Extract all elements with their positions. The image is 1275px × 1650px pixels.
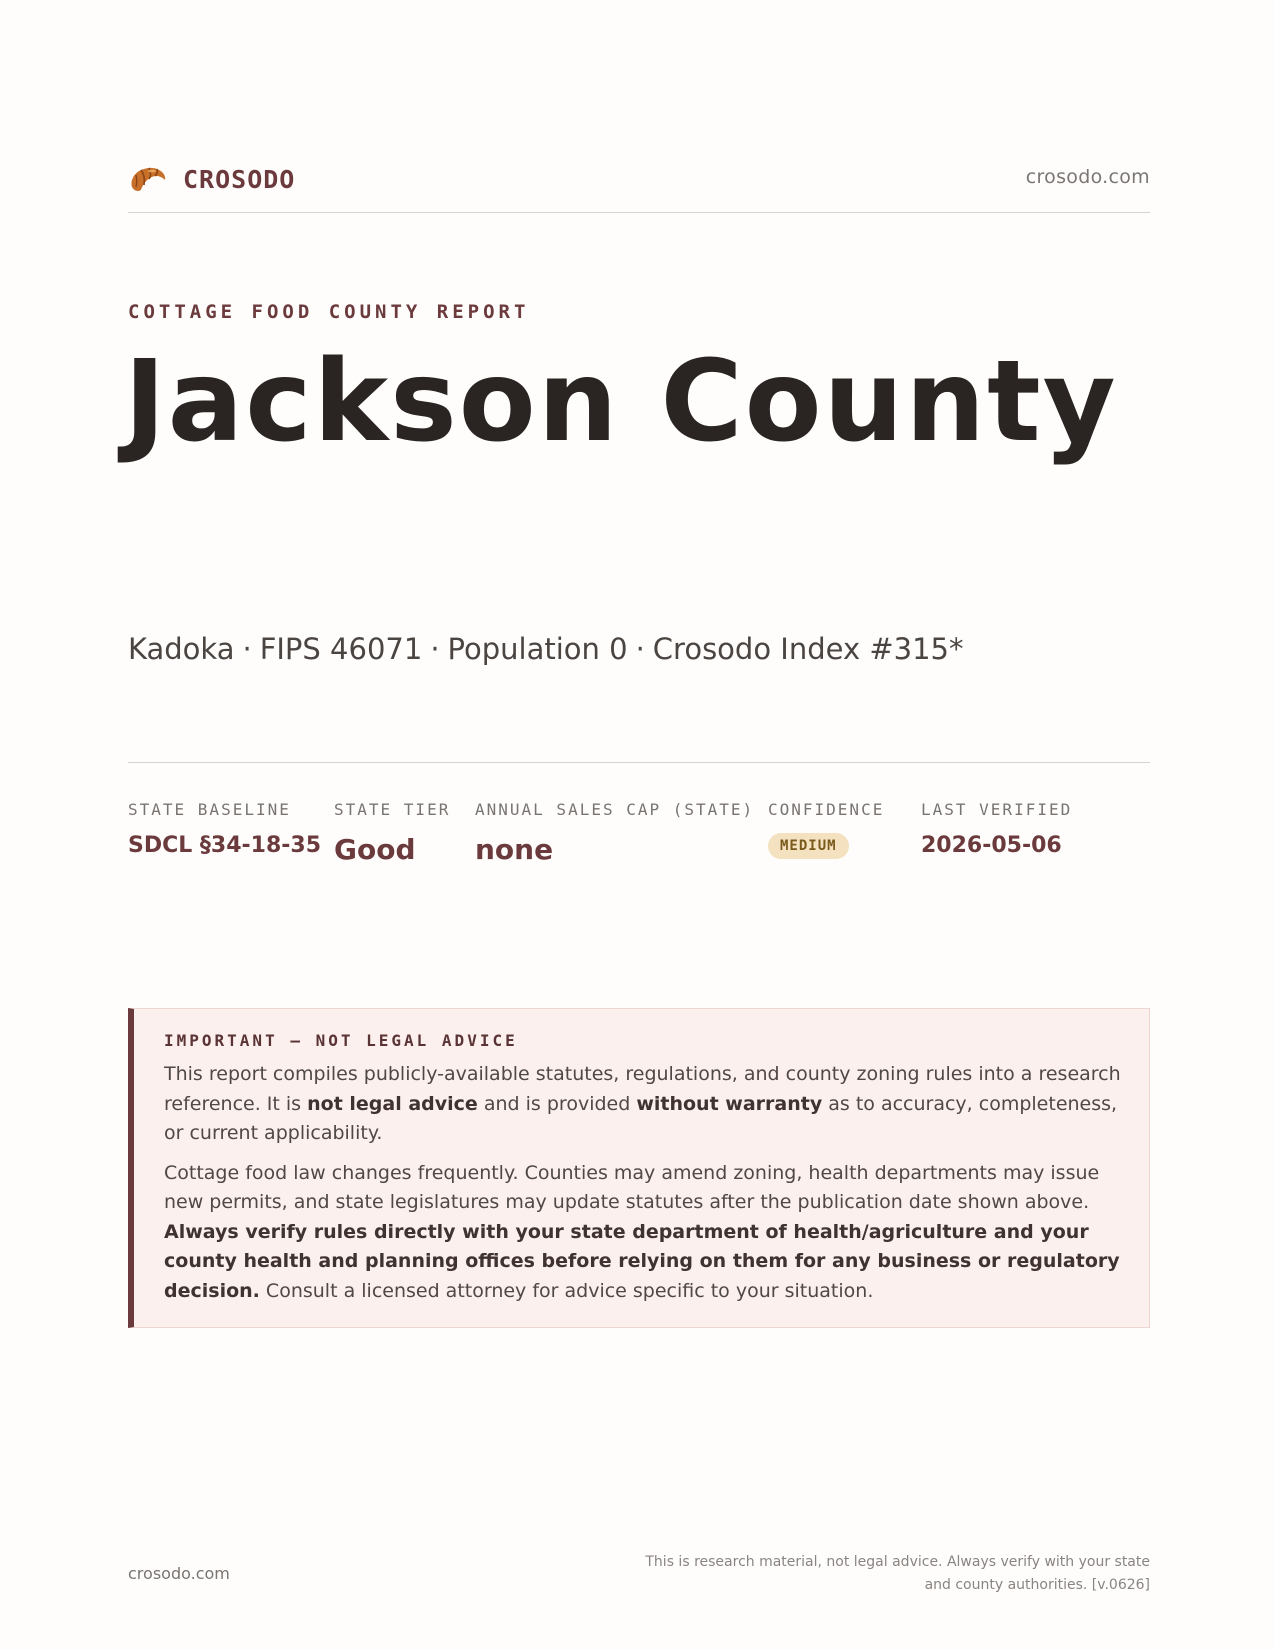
fact-value: none [475, 833, 554, 866]
separator: · [430, 632, 440, 666]
crosodo-index: Crosodo Index #315* [652, 632, 964, 666]
report-page [124, 0, 1150, 1650]
fact-annual-sales-cap [475, 800, 754, 866]
footer-disclaimer [630, 1551, 1150, 1597]
fact-confidence [768, 800, 884, 859]
fact-last-verified [921, 800, 1072, 858]
fips-code: FIPS 46071 [259, 632, 423, 666]
croissant-icon [128, 161, 168, 197]
confidence-badge: MEDIUM [768, 833, 849, 859]
fact-label: STATE BASELINE [128, 800, 291, 819]
notice-text: as to accuracy, completeness, or current applicability. [164, 1092, 1118, 1144]
fact-value: SDCL §34-18-35 [128, 833, 322, 858]
fact-state-tier [334, 800, 450, 866]
population: Population 0 [447, 632, 628, 666]
footer-disclaimer-line: This is research material, not legal advice. Always verify with your state [645, 1554, 1150, 1570]
notice-emphasis: Always verify rules directly with your state department of health/agriculture and your county health and planning offices before relying on them for any business or regulatory decision. [164, 1220, 1120, 1302]
section-divider [128, 762, 1150, 763]
fact-state-baseline [128, 800, 321, 858]
fact-label: CONFIDENCE [768, 800, 885, 819]
notice-text: Cottage food law changes frequently. Counties may amend zoning, health departments may issue new permits, and state legislatures may update statutes after the publication date shown above. [164, 1161, 1100, 1213]
notice-paragraph-1 [164, 1060, 1123, 1149]
brand[interactable] [128, 161, 295, 197]
notice-heading: IMPORTANT — NOT LEGAL ADVICE [164, 1031, 518, 1050]
separator: · [242, 632, 252, 666]
facts-row [128, 800, 1150, 880]
notice-text: This report compiles publicly-available statutes, regulations, and county zoning rules into a research reference. It is [164, 1063, 1121, 1115]
fact-value: Good [334, 833, 416, 866]
notice-paragraph-2 [164, 1159, 1123, 1307]
footer-site-url[interactable]: crosodo.com [128, 1564, 230, 1583]
footer-disclaimer-line: and county authorities. [v.0626] [924, 1577, 1150, 1593]
notice-text: Consult a licensed attorney for advice specific to your situation. [259, 1279, 874, 1302]
separator: · [635, 632, 645, 666]
fact-label: LAST VERIFIED [921, 800, 1073, 819]
fact-value: 2026-05-06 [921, 833, 1062, 858]
notice-emphasis: not legal advice [307, 1092, 478, 1115]
brand-name: CROSODO [183, 164, 296, 194]
page-title: Jackson County [124, 337, 1118, 467]
fact-label: STATE TIER [334, 800, 451, 819]
site-url-link[interactable]: crosodo.com [1025, 166, 1150, 188]
notice-emphasis: without warranty [636, 1092, 823, 1115]
county-subtitle [128, 632, 964, 666]
fact-label: ANNUAL SALES CAP (STATE) [475, 800, 755, 819]
county-seat: Kadoka [128, 632, 235, 666]
page-header [128, 158, 1150, 213]
legal-notice-box [128, 1008, 1150, 1328]
report-eyebrow: COTTAGE FOOD COUNTY REPORT [128, 301, 530, 323]
notice-text: and is provided [477, 1092, 637, 1115]
